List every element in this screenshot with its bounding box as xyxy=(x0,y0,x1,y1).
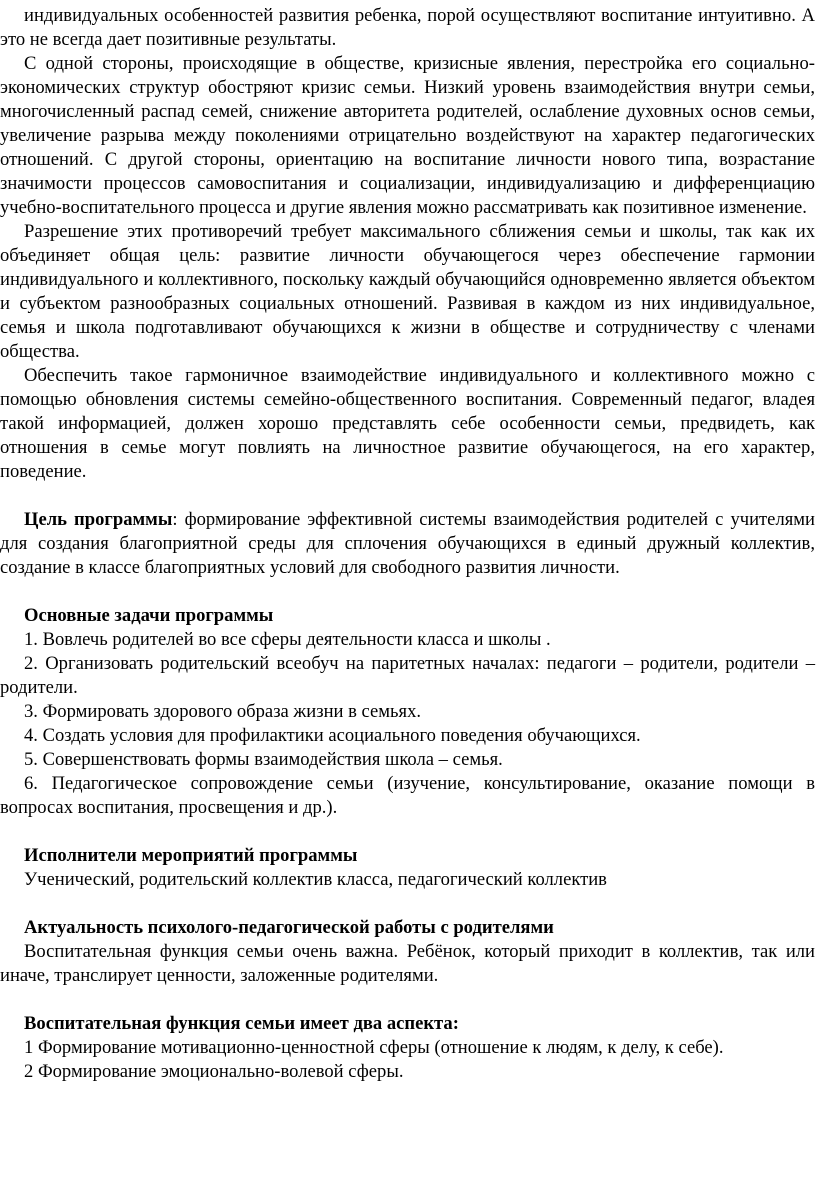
goal-label: Цель программы xyxy=(24,509,173,530)
relevance-heading: Актуальность психолого-педагогической работы с родителями xyxy=(24,917,554,938)
goal-paragraph xyxy=(0,508,815,580)
task-item-1: 1. Вовлечь родителей во все сферы деятельности класса и школы . xyxy=(24,629,551,650)
spacer xyxy=(0,580,815,604)
relevance-text: Воспитательная функция семьи очень важна. Ребёнок, который приходит в коллектив, так или иначе, транслирует ценности, заложенные родителями. xyxy=(0,941,815,986)
task-item-5: 5. Совершенствовать формы взаимодействия школа – семья. xyxy=(24,749,503,770)
paragraph-contradictions: Разрешение этих противоречий требует максимального сближения семьи и школы, так как их объединяет общая цель: развитие личности обучающегося через обеспечение гармонии индивидуального и коллективного, поскольку каждый обучающийся одновременно является объектом и субъектом разнообразных социальных отношений. Развивая в каждом из них индивидуальное, семья и школа подготавливают обучающихся к жизни в обществе и сотрудничеству с членами общества. xyxy=(0,221,815,362)
spacer xyxy=(0,820,815,844)
spacer xyxy=(0,484,815,508)
spacer xyxy=(0,988,815,1012)
task-item-2: 2. Организовать родительский всеобуч на паритетных началах: педагоги – родители, родители – родители. xyxy=(0,653,815,698)
spacer xyxy=(0,892,815,916)
paragraph-continuation: индивидуальных особенностей развития ребенка, порой осуществляют воспитание интуитивно. А это не всегда дает позитивные результаты. xyxy=(0,5,815,50)
function-item-2: 2 Формирование эмоционально-волевой сферы. xyxy=(24,1061,404,1082)
tasks-heading: Основные задачи программы xyxy=(24,605,274,626)
task-item-3: 3. Формировать здорового образа жизни в семьях. xyxy=(24,701,422,722)
function-item-1: 1 Формирование мотивационно-ценностной сферы (отношение к людям, к делу, к себе). xyxy=(24,1037,724,1058)
goal-text: : формирование эффективной системы взаимодействия родителей с учителями для создания благоприятной среды для сплочения обучающихся в единый дружный коллектив, создание в классе благоприятных условий для свободного развития личности. xyxy=(0,509,815,578)
paragraph-interaction: Обеспечить такое гармоничное взаимодействие индивидуального и коллективного можно с помощью обновления системы семейно-общественного воспитания. Современный педагог, владея такой информацией, должен хорошо представлять себе особенности семьи, предвидеть, как отношения в семье могут повлиять на личностное развитие обучающегося, на его характер, поведение. xyxy=(0,365,815,482)
task-item-6: 6. Педагогическое сопровождение семьи (изучение, консультирование, оказание помощи в вопросах воспитания, просвещения и др.). xyxy=(0,773,815,818)
paragraph-crisis: С одной стороны, происходящие в обществе, кризисные явления, перестройка его социально-экономических структур обостряют кризис семьи. Низкий уровень взаимодействия внутри семьи, многочисленный распад семей, снижение авторитета родителей, ослабление духовных основ семьи, увеличение разрыва между поколениями отрицательно воздействуют на характер педагогических отношений. С другой стороны, ориентацию на воспитание личности нового типа, возрастание значимости процессов самовоспитания и социализации, индивидуализацию и дифференциацию учебно-воспитательного процесса и другие явления можно рассматривать как позитивное изменение. xyxy=(0,53,815,218)
task-item-4: 4. Создать условия для профилактики асоциального поведения обучающихся. xyxy=(24,725,641,746)
executors-heading: Исполнители мероприятий программы xyxy=(24,845,358,866)
executors-text: Ученический, родительский коллектив класса, педагогический коллектив xyxy=(24,869,607,890)
function-heading: Воспитательная функция семьи имеет два аспекта: xyxy=(24,1013,459,1034)
